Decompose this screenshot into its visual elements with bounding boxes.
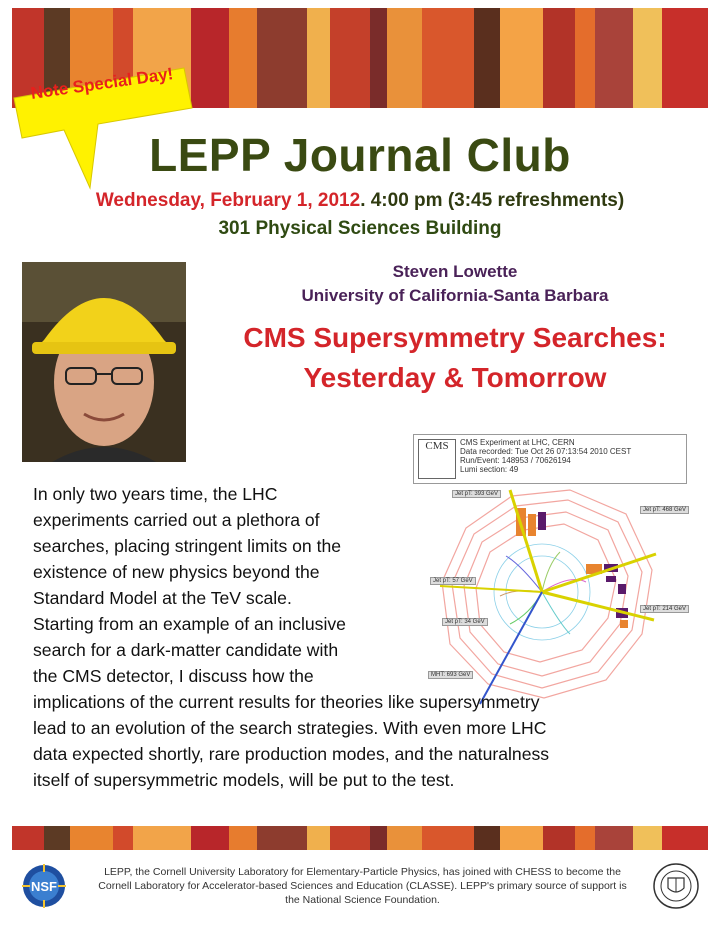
abstract-line: Starting from an example of an inclusive (33, 614, 346, 634)
color-stripe (70, 826, 113, 850)
color-stripe (387, 826, 422, 850)
mht-label: MHT: 693 GeV (428, 671, 473, 679)
color-stripe (307, 826, 330, 850)
color-stripe (133, 826, 191, 850)
color-stripe (12, 826, 44, 850)
abstract-line: lead to an evolution of the search strategies. With even more LHC (33, 718, 547, 738)
jet-label-4: Jet pT: 214 GeV (640, 605, 689, 613)
jet-label-1: Jet pT: 393 GeV (452, 490, 501, 498)
abstract-line: Standard Model at the TeV scale. (33, 588, 292, 608)
color-stripe (307, 8, 330, 108)
event-info-line-1: CMS Experiment at LHC, CERN (460, 438, 575, 447)
talk-title (190, 318, 720, 398)
cornell-seal (652, 862, 700, 910)
event-location (0, 218, 720, 240)
color-stripe (543, 826, 575, 850)
building-name: Physical Sciences Building (250, 218, 502, 239)
color-stripe (330, 826, 370, 850)
cms-event-info-box (413, 434, 687, 484)
color-stripe (595, 826, 633, 850)
abstract-line: searches, placing stringent limits on the (33, 536, 342, 556)
event-time: . 4:00 pm (3:45 refreshments) (360, 190, 625, 211)
callout-text: Note Special Day! (29, 64, 175, 103)
speaker-name: Steven Lowette (392, 262, 518, 281)
color-stripe (370, 826, 387, 850)
event-info-line-3: Run/Event: 148953 / 70626194 (460, 456, 571, 465)
color-stripe (633, 826, 662, 850)
nsf-logo (22, 864, 66, 908)
abstract-line: experiments carried out a plethora of (33, 510, 320, 530)
color-stripe (387, 8, 422, 108)
color-stripe (191, 826, 229, 850)
talk-abstract (33, 481, 693, 793)
event-info-line-4: Lumi section: 49 (460, 465, 519, 474)
abstract-line: In only two years time, the LHC (33, 484, 278, 504)
color-stripe (44, 826, 70, 850)
nsf-text: NSF (31, 879, 57, 894)
color-stripe (633, 8, 662, 108)
speaker-photo (22, 262, 186, 462)
abstract-line: existence of new physics beyond the (33, 562, 320, 582)
color-stripe (474, 826, 500, 850)
talk-title-line-2: Yesterday & Tomorrow (303, 362, 607, 393)
color-stripe (662, 8, 708, 108)
cms-logo: CMS (418, 439, 456, 479)
color-stripe (422, 826, 474, 850)
abstract-line: implications of the current results for theories like supersymmetry (33, 692, 540, 712)
color-stripe (543, 8, 575, 108)
color-stripe (575, 8, 595, 108)
talk-title-line-1: CMS Supersymmetry Searches: (243, 322, 667, 353)
abstract-line: search for a dark-matter candidate with (33, 640, 339, 660)
color-stripe (474, 8, 500, 108)
event-date: Wednesday, February 1, 2012 (95, 190, 361, 211)
abstract-line: the CMS detector, I discuss how the (33, 666, 314, 686)
color-stripe (330, 8, 370, 108)
jet-label-3: Jet pT: 57 GeV (430, 577, 476, 585)
color-stripe (257, 8, 306, 108)
color-stripe (229, 8, 258, 108)
page-title: LEPP Journal Club (149, 129, 571, 181)
color-stripe (595, 8, 633, 108)
color-stripe (500, 826, 543, 850)
room-number: 301 (218, 218, 251, 239)
color-stripe (113, 826, 133, 850)
footer-text: LEPP, the Cornell University Laboratory for Elementary-Particle Physics, has joined with CHESS to become the Cornell Laboratory for Accelerator-based Sciences and Education (CLASSE). LEPP's primary source of support is the National Science Foundation. (98, 866, 627, 906)
bottom-color-stripes (12, 826, 708, 850)
abstract-line: itself of supersymmetric models, will be put to the test. (33, 770, 455, 790)
date-line (0, 190, 720, 212)
color-stripe (422, 8, 474, 108)
event-info-line-2: Data recorded: Tue Oct 26 07:13:54 2010 CEST (460, 447, 632, 456)
color-stripe (662, 826, 708, 850)
color-stripe (500, 8, 543, 108)
color-stripe (257, 826, 306, 850)
color-stripe (575, 826, 595, 850)
color-stripe (229, 826, 258, 850)
abstract-line: data expected shortly, rare production modes, and the naturalness (33, 744, 550, 764)
jet-label-2: Jet pT: 468 GeV (640, 506, 689, 514)
color-stripe (370, 8, 387, 108)
speaker-affiliation: University of California-Santa Barbara (301, 286, 609, 305)
jet-label-5: Jet pT: 34 GeV (442, 618, 488, 626)
